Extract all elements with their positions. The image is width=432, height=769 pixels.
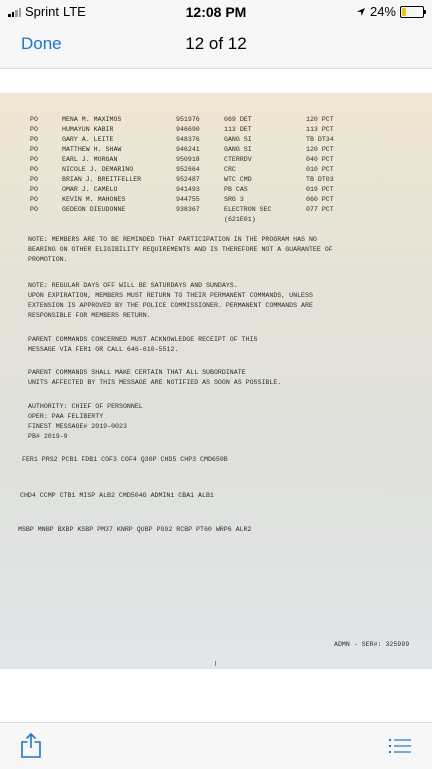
battery-icon (400, 6, 424, 18)
roster-cell-cmd: 069 DET (224, 116, 252, 123)
roster-cell-name: GEDEON DIEUDONNE (62, 206, 126, 213)
roster-row (30, 145, 410, 155)
roster-cell-tax: 950918 (176, 156, 200, 163)
roster-cell-pct: 120 PCT (306, 146, 334, 153)
distribution-codes-1: FER1 PRS2 PCB1 FDB1 COF3 COF4 Q30P CHD5 CHP3 CMD650B (22, 456, 228, 463)
roster-cell-name: OMAR J. CAMELO (62, 186, 118, 193)
roster-cell-cmd: ELECTRON SEC (224, 206, 272, 213)
roster-cell-pct: 019 PCT (306, 186, 334, 193)
roster-cell-cmd: GANG SI (224, 146, 252, 153)
roster-row (30, 195, 410, 205)
bottom-toolbar (0, 722, 432, 769)
roster-cell-name: HUMAYUN KABIR (62, 126, 114, 133)
roster-row (30, 135, 410, 145)
roster-cell-rank: PO (30, 126, 38, 133)
roster-cell-tax: 952487 (176, 176, 200, 183)
roster-cell-name: KEVIN M. MAHONES (62, 196, 126, 203)
roster-cell-tax: 946241 (176, 146, 200, 153)
page-indicator: 12 of 12 (185, 34, 247, 53)
roster-cell-tax: 948376 (176, 136, 200, 143)
note-notify (28, 368, 398, 388)
roster-cell-pct: 060 PCT (306, 196, 334, 203)
list-icon[interactable] (389, 738, 411, 754)
document-viewer[interactable] (0, 69, 432, 722)
roster-table (30, 115, 410, 225)
roster-cell-name: GARY A. LEITE (62, 136, 114, 143)
roster-row (30, 205, 410, 215)
document-page-photo (0, 93, 432, 669)
roster-cell-name: MATTHEW H. SHAW (62, 146, 122, 153)
roster-cell-rank: PO (30, 156, 38, 163)
roster-cell-tax: 941493 (176, 186, 200, 193)
network-type: LTE (62, 4, 86, 19)
note-days-off-text: NOTE: REGULAR DAYS OFF WILL BE SATURDAYS AND SUNDAYS. UPON EXPIRATION, MEMBERS MUST RETURN TO THEIR PERMANENT COMMANDS, UNLESS EXTENSION IS APPROVED BY THE POLICE COMMISSIONER. PERMANENT COMMANDS ARE RESPONSIBLE FOR MEMBERS RETURN. (28, 282, 313, 319)
roster-cell-cmd: CTERRDV (224, 156, 252, 163)
note-acknowledge-text: PARENT COMMANDS CONCERNED MUST ACKNOWLEDGE RECEIPT OF THIS MESSAGE VIA FER1 OR CALL 646-610-5512. (28, 336, 258, 353)
roster-cell-cmd: 113 DET (224, 126, 252, 133)
roster-cell-name: NICOLE J. DEMARINO (62, 166, 134, 173)
roster-cell-pct: TB DT03 (306, 176, 334, 183)
clock: 12:08 PM (185, 4, 247, 20)
roster-cell-tax: 946690 (176, 126, 200, 133)
roster-cell-tax: 944755 (176, 196, 200, 203)
roster-cell-rank: PO (30, 136, 38, 143)
roster-cell-rank: PO (30, 196, 38, 203)
roster-cell-cmd: WTC CMD (224, 176, 252, 183)
authority-block (28, 402, 398, 442)
roster-cell-cmd: GANG SI (224, 136, 252, 143)
roster-cell-name: EARL J. MORGAN (62, 156, 118, 163)
roster-cell-rank: PO (30, 206, 38, 213)
roster-cell-cmd: PB CAS (224, 186, 248, 193)
distribution-codes-3: MSBP MNBP BXBP KSBP PM37 KNRP QUBP PG92 RCBP PT60 WRP6 ALR2 (18, 526, 252, 533)
roster-cell-pct: 040 PCT (306, 156, 334, 163)
note-notify-text: PARENT COMMANDS SHALL MAKE CERTAIN THAT ALL SUBORDINATE UNITS AFFECTED BY THIS MESSAGE ARE NOTIFIED AS SOON AS POSSIBLE. (28, 369, 282, 386)
roster-cell-rank: PO (30, 176, 38, 183)
roster-cell-cmd: CRC (224, 166, 236, 173)
roster-cell-rank: PO (30, 146, 38, 153)
roster-cell-cmd: SRG 3 (224, 196, 244, 203)
battery-percent: 24% (369, 4, 396, 19)
authority-text: AUTHORITY: CHIEF OF PERSONNEL OPER: PAA FELIBERTY FINEST MESSAGE# 2019-0023 PB# 2019-9 (28, 403, 143, 440)
location-icon (356, 7, 366, 17)
roster-cell-tax: 951976 (176, 116, 200, 123)
roster-cell-rank: PO (30, 116, 38, 123)
roster-row (30, 155, 410, 165)
note-eligibility-text: NOTE: MEMBERS ARE TO BE REMINDED THAT PARTICIPATION IN THE PROGRAM HAS NO BEARING ON OTHER ELIGIBILITY REQUIREMENTS AND IS THEREFORE NOT A GUARANTEE OF PROMOTION. (28, 236, 333, 263)
roster-extra: (621E01) (224, 216, 256, 223)
roster-row (30, 115, 410, 125)
carrier-name: Sprint (25, 4, 59, 19)
note-days-off (28, 281, 398, 321)
note-acknowledge (28, 335, 398, 355)
roster-cell-rank: PO (30, 186, 38, 193)
roster-cell-tax: 938367 (176, 206, 200, 213)
roster-cell-tax: 952664 (176, 166, 200, 173)
roster-cell-name: MENA M. MAXIMOS (62, 116, 122, 123)
roster-cell-pct: TB DT34 (306, 136, 334, 143)
battery-status (356, 4, 424, 19)
roster-row (30, 165, 410, 175)
roster-cell-pct: 077 PCT (306, 206, 334, 213)
roster-cell-pct: 120 PCT (306, 116, 334, 123)
status-bar (0, 0, 432, 24)
roster-row (30, 125, 410, 135)
distribution-codes-2: CHD4 CCMP CTB1 MISP ALB2 CMD504G ADMIN1 CBA1 ALB1 (20, 492, 214, 499)
roster-cell-name: BRIAN J. BREITFELLER (62, 176, 142, 183)
page-mark (215, 661, 216, 666)
share-icon[interactable] (20, 732, 42, 758)
done-button[interactable]: Done (21, 34, 62, 53)
roster-row (30, 175, 410, 185)
roster-cell-rank: PO (30, 166, 38, 173)
note-eligibility (28, 235, 398, 265)
roster-cell-pct: 010 PCT (306, 166, 334, 173)
nav-bar (0, 24, 432, 69)
serial-number: ADMN - SER#: 325999 (334, 641, 410, 648)
roster-cell-pct: 113 PCT (306, 126, 334, 133)
roster-row (30, 185, 410, 195)
